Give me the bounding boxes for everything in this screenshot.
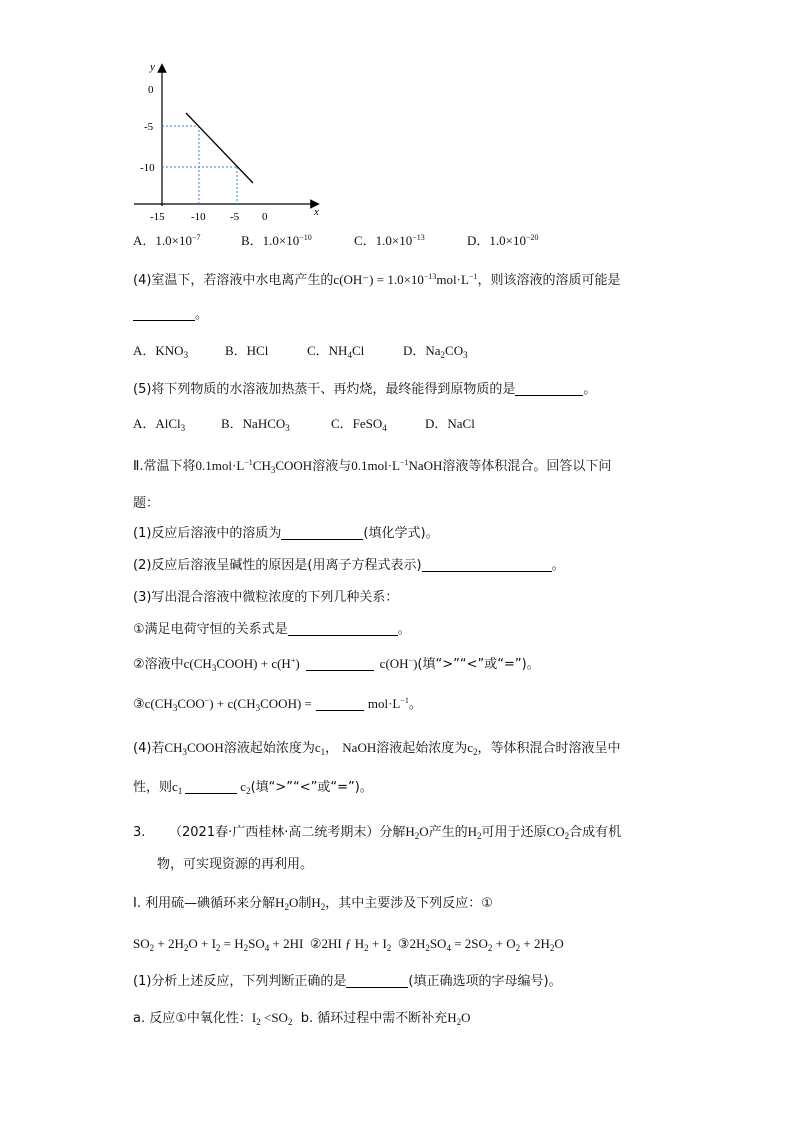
q5-options	[133, 414, 475, 434]
part2-q3-1: ①满足电荷守恒的关系式是 。	[133, 622, 411, 637]
answer-blank[interactable]	[185, 779, 237, 794]
x-tick: -10	[191, 211, 206, 223]
part2-q4-cont: 性，则$c_1$ $c_2$(填“>”“<”或“=”)。	[133, 779, 373, 796]
option-a: A．$1.0\times 10^{-7}$	[133, 233, 201, 248]
option-d: D．NaCl	[425, 416, 475, 431]
part2-q4: (4)若$CH_3COOH$溶液起始浓度为$c_1$， NaOH溶液起始浓度为$c_2$，等体积混合时溶液呈中	[133, 740, 621, 757]
part2-q3-3: $③c(CH_3COO^-)$ + $c(CH_3COOH) = mol\cdot L^{-1}$。	[133, 696, 422, 713]
answer-blank[interactable]	[515, 381, 583, 396]
q4-text: (4)室温下，若溶液中水电离产生的$c(OH^-) = 1.0\times 10^{-13}mol\cdot L^{-1}$，则该溶液的溶质可能是	[133, 272, 621, 288]
answer-blank[interactable]	[281, 525, 363, 540]
y-axis-label: y	[150, 61, 155, 73]
part2-q1: (1)反应后溶液中的溶质为 (填化学式)。	[133, 526, 439, 541]
x-axis-label: x	[314, 206, 319, 218]
option-b: B．NaHCO$_3$	[221, 416, 290, 433]
option-d: D．$Na_2CO_3$	[403, 343, 468, 360]
option-a: A．$KNO_3$	[133, 343, 189, 360]
part2-intro: Ⅱ.常温下将$0.1mol\cdot L^{-1}CH_3COOH$溶液与$0.1mol\cdot L^{-1}NaOH$溶液等体积混合。回答以下问	[133, 458, 612, 475]
option-b: B．$1.0\times 10^{-10}$	[241, 233, 312, 248]
reaction-equations: $SO_2 + 2H_2O + I_2 = H_2SO_4 + 2HI$ ②2HI ƒ $H_2 + I_2$ $③2H_2SO_4 = 2SO_2 + O_2 + 2H_2O$	[133, 936, 564, 953]
part2-intro-cont: 题：	[133, 496, 160, 511]
x-tick: 0	[262, 211, 268, 223]
y-tick: -5	[144, 121, 154, 133]
option-c: C．$NH_4Cl$	[307, 343, 365, 360]
graph-options	[133, 231, 539, 251]
part2-q3: (3)写出混合溶液中微粒浓度的下列几种关系：	[133, 590, 399, 605]
part2-q3-2: ②溶液中$c(CH_3COOH) + c(H^+)$ c(OH−)(填“>”“<”或“=”)。	[133, 656, 540, 673]
answer-blank[interactable]	[316, 696, 364, 711]
q4-options	[133, 341, 468, 361]
problem3-q1-options: a. 反应①中氧化性：$I_2 <SO_2$ b. 循环过程中需不断补充$H_2O$	[133, 1010, 471, 1027]
option-d: D．$1.0\times 10^{-20}$	[467, 233, 539, 248]
graph	[130, 58, 330, 223]
problem3-stem-cont: 物，可实现资源的再利用。	[157, 857, 314, 872]
part2-q2: (2)反应后溶液呈碱性的原因是(用离子方程式表示) 。	[133, 558, 565, 573]
answer-blank[interactable]	[422, 557, 552, 572]
q5-text: (5)将下列物质的水溶液加热蒸干、再灼烧，最终能得到原物质的是 。	[133, 382, 597, 397]
answer-blank[interactable]	[346, 973, 408, 988]
option-c: C．FeSO$_4$	[331, 416, 387, 433]
problem3-stem: 3. （2021春·广西桂林·高二统考期末）分解$H_2O$产生的$H_2$可用于还原$CO_2$合成有机	[133, 824, 622, 841]
problem3-q1: (1)分析上述反应，下列判断正确的是 (填正确选项的字母编号)。	[133, 974, 562, 989]
x-tick: -15	[150, 211, 165, 223]
problem3-part1: Ⅰ. 利用硫—碘循环来分解$H_2O$制$H_2$，其中主要涉及下列反应：①	[133, 895, 493, 912]
answer-blank[interactable]	[306, 656, 374, 671]
option-b: B．HCl	[225, 343, 269, 358]
x-tick: -5	[230, 211, 240, 223]
answer-blank[interactable]	[288, 621, 398, 636]
answer-blank[interactable]	[133, 306, 195, 321]
q4-answer-line: 。	[133, 305, 208, 325]
option-a: A．AlCl$_3$	[133, 416, 186, 433]
option-c: C．$1.0\times 10^{-13}$	[354, 233, 425, 248]
y-tick: -10	[140, 162, 155, 174]
y-tick: 0	[148, 84, 154, 96]
data-line	[186, 113, 253, 183]
